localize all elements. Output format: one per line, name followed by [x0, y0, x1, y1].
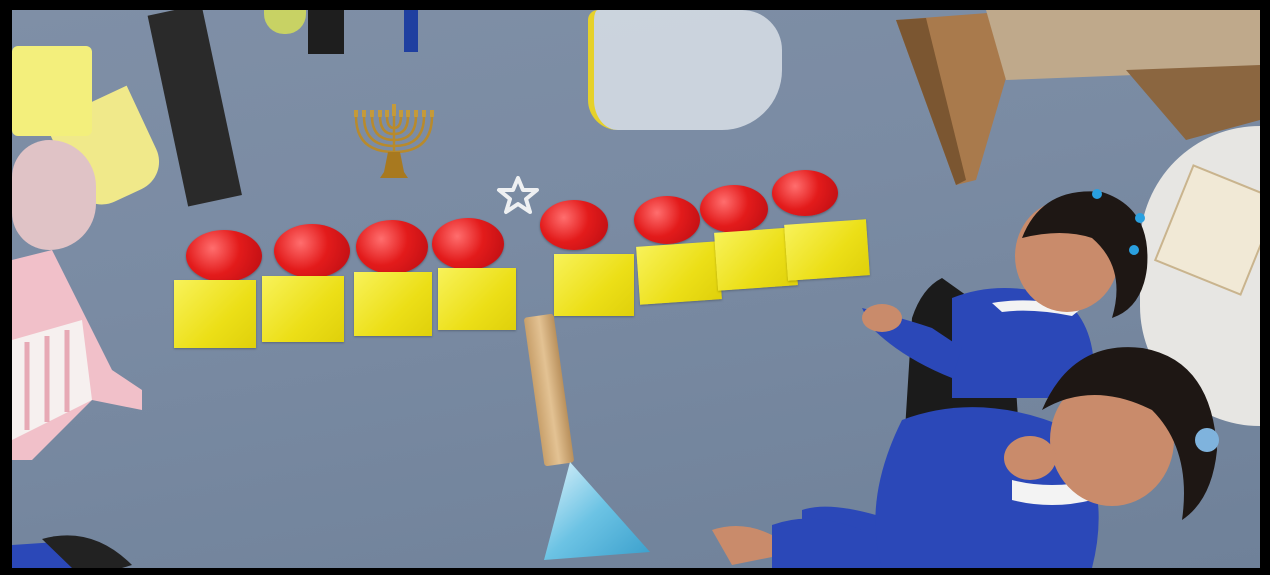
plastic-bag [588, 10, 782, 130]
red-paper-circle [186, 230, 262, 282]
red-paper-circle [772, 170, 838, 216]
red-paper-circle [274, 224, 350, 278]
pink-toy-crib [12, 250, 150, 460]
red-paper-circle [540, 200, 608, 250]
yellow-paper-square [262, 276, 344, 342]
photo-scene [12, 10, 1260, 568]
red-paper-circle [634, 196, 700, 244]
yellow-paper-square [554, 254, 634, 316]
child-sleeve [12, 525, 132, 568]
yellow-paper-square [354, 272, 432, 336]
star-cookie-cutter [496, 175, 540, 215]
yellow-paper-square [174, 280, 256, 348]
yellow-stool [12, 46, 92, 136]
menorah-figurine [352, 102, 436, 184]
red-paper-circle [700, 185, 768, 233]
yellow-paper-square [438, 268, 516, 330]
blue-paper-triangle [540, 460, 652, 562]
yellow-paper-square [636, 241, 722, 305]
table-leg [148, 10, 242, 206]
child-with-hand-on-face [712, 340, 1260, 568]
pink-cushion [12, 140, 96, 250]
red-paper-circle [432, 218, 504, 270]
wooden-stick [524, 314, 575, 467]
red-paper-circle [356, 220, 428, 274]
green-stool-foot [264, 10, 306, 34]
blue-chair-leg [404, 10, 418, 52]
table-leg [308, 10, 344, 54]
